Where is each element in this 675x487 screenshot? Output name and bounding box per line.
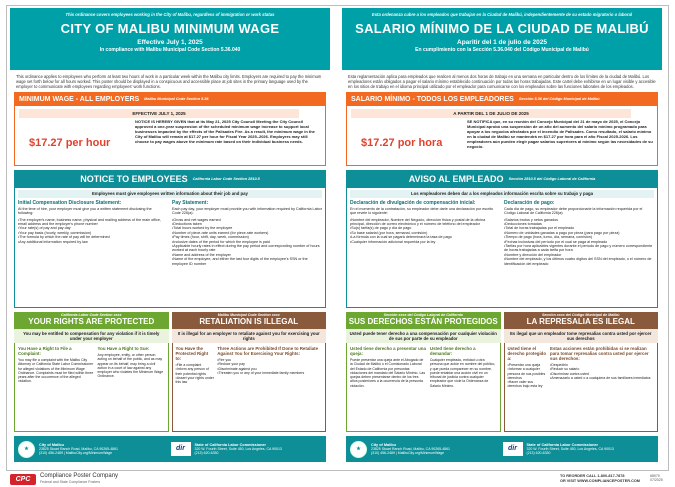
minimum-wage-subtitle: Sección 5.36 del Código Municipal de Malibú [518, 97, 600, 101]
contact-footer [14, 436, 326, 462]
list-item: • Assert your rights under this law [176, 376, 215, 385]
protected-rights-list [508, 363, 548, 389]
list-item: • Hacer valer sus derechos bajo esta ley [508, 380, 548, 389]
prohibited-actions-list [217, 358, 322, 375]
city-contact-address: 23825 Stuart Ranch Road, Malibu, CA 90265-4861 [39, 446, 118, 451]
list-item: • The formula by which the rate of pay will be determined [18, 235, 168, 239]
retaliation-body [172, 343, 327, 432]
notice-left-list [350, 218, 500, 244]
list-item: • Presentar una queja [508, 363, 548, 367]
list-item: • Reducir su salario [550, 367, 654, 371]
notice-subtitle: California Labor Code Section 2810.5 [192, 177, 260, 181]
list-item: • Discriminar contra usted [550, 372, 654, 376]
list-item: • Gross and net wages earned [172, 218, 322, 222]
compliance-line: En cumplimiento con la Sección 5.36.040 del Código Municipal de Malibú [415, 47, 589, 53]
list-item: • La fórmula con la cual se pagará determinará la tasa de pago [350, 235, 500, 239]
retaliation-lead: It is illegal for an employer to retaliate against you for exercising your rights [172, 329, 327, 343]
city-contact [39, 443, 167, 456]
prohibited-actions-heading: Three Actions are Prohibited If Done to Retaliate Against You for Exercising Your Rights: [217, 346, 319, 356]
retaliation-header [504, 312, 659, 329]
effective-date: Aparitir del 1 de julio de 2025 [457, 39, 547, 46]
labor-contact-address: 320 W. Fourth Street, Suite 450, Los Angeles, CA 90013 [526, 446, 614, 451]
minimum-wage-title: MINIMUM WAGE - ALL EMPLOYERS [19, 95, 140, 103]
minimum-wage-box [14, 106, 326, 166]
notice-right-text: Each pay day, your employer must provide you with information required by California Labor Code 226(a): [172, 206, 322, 216]
rights-title: YOUR RIGHTS ARE PROTECTED [28, 317, 155, 326]
list-item: • Any additional information required by law [18, 240, 168, 244]
complaint-heading: Usted tiene derecho a presentar una queja: [350, 346, 426, 356]
labor-contact [527, 443, 655, 456]
complaint-column [18, 346, 95, 428]
labor-contact-address: 320 W. Fourth Street, Suite 450, Los Angeles, CA 90013 [194, 446, 282, 451]
list-item: • Tarifas por hora aplicables vigentes durante el período de pago y número correspondiente de horas trabajadas a cada tarifa por hora [504, 244, 654, 253]
minimum-wage-header [14, 92, 326, 106]
title-banner [10, 8, 330, 70]
city-contact-phone: (310) 456-2489 | MalibuCity.org/MinimumWage [39, 451, 113, 456]
rights-lead: Usted puede tener derecho a una compensación por cualquier violación de sus por parte de su empleador [346, 329, 501, 343]
notice-title: AVISO AL EMPLEADO [408, 174, 504, 184]
list-item: • Total hours worked by the employee [172, 226, 322, 230]
wage-left [15, 106, 186, 165]
sue-heading: Usted tiene derecho a demandar: [429, 346, 476, 356]
sue-text: Cualquier empleado, entidad u otra persona que actúe en nombre del público, y que pueda comparecer en su nombre, puede entablar una acción civil en un tribunal de justicia contra cualquier empleador que viole la Ordenanza de Salario Mínimo. [429, 358, 496, 388]
notice-columns [18, 201, 322, 266]
list-item: • Reduce your pay [217, 362, 322, 366]
notice-lead: Employees must give employees written information about their job and pay [18, 190, 322, 198]
sue-column [430, 346, 497, 428]
city-contact-address: 23825 Stuart Ranch Road, Malibu, CA 90265-4861 [371, 446, 450, 451]
city-seal-icon: ★ [350, 441, 367, 458]
minimum-wage-header [346, 92, 658, 106]
notice-lead: Los empleadores deben dar a los empleados información escrita sobre su trabajo y paga [350, 190, 654, 198]
list-item: • Nombre del empleador, Nombre del Negocio, dirección física y postal de la oficina principal, dirección de correo electrónico y el número de teléfono del empleador [350, 218, 500, 227]
list-item: • Applicable hourly rates in effect during the pay period and corresponding number of hours worked at each hourly rate [172, 244, 322, 253]
notice-box [346, 188, 658, 308]
reorder-web: OR VISIT WWW.COMPLIANCEPOSTER.COM [560, 478, 640, 483]
notice-right-column [172, 201, 322, 266]
city-contact-name: City of Malibu [39, 442, 64, 447]
poster-title: SALARIO MÍNIMO DE LA CIUDAD DE MALIBÚ [355, 21, 649, 36]
complaint-text: Puede presentar una queja ante el Abogado de la Ciudad de Malibú o el Comisionado Laboral del Estado de California por presuntas violaciones del mandato del Salario Mínimo. Las quejas deben presentarse dentro de los tres años posteriores a la ocurrencia de la presunta violación. [350, 358, 426, 388]
spanish-poster [342, 8, 662, 464]
complaint-text: You may file a complaint with the Malibu City Attorney or California State Labor Commissioner for alleged violations of the Minimum Wage Ordinance. Complaints must be filed within three years after the occurrence of the alleged violation. [18, 358, 94, 384]
list-item: • Your pay basis (hourly, weekly, commission) [18, 231, 168, 235]
notice-right-heading: Pay Statement: [172, 200, 209, 207]
list-item: • Discriminate against you [217, 367, 322, 371]
publisher-tagline: Federal and State Compliance Posters [40, 480, 101, 484]
list-item: • Salarios brutos y netos ganados [504, 218, 654, 222]
list-item: • Nombre del empleado, y los últimos cuatro dígitos del SSN del empleado, o el número de identificación del empleado [504, 257, 654, 266]
bottom-panels [346, 312, 658, 432]
labor-contact [195, 443, 323, 456]
bottom-panels [14, 312, 326, 432]
notice-title: NOTICE TO EMPLOYEES [80, 174, 188, 184]
notice-left-heading: Initial Compensation Disclosure Statement: [18, 200, 122, 207]
notice-right-list [504, 218, 654, 266]
list-item: • Cualquier información adicional requerida por la ley [350, 240, 500, 244]
notice-left-text: En el momento de la contratación, su empleador debe darle una declaración por escrito que revele lo siguiente: [350, 206, 494, 216]
city-contact-name: City of Malibu [371, 442, 396, 447]
retaliation-title: LA REPRESALIA ES ILEGAL [526, 317, 635, 326]
wage-rate: $17.27 por hora [351, 131, 461, 155]
notice-header [14, 170, 326, 188]
retaliation-panel [504, 312, 659, 432]
list-item: • Tiempo de pago (hora, turno, día, semana, comisión) [504, 235, 654, 239]
notice-header [346, 170, 658, 188]
list-item: • Inclusive dates of the period for which the employee is paid [172, 240, 322, 244]
list-item: • Su base salarial (por hora, semanal, comisión) [350, 231, 500, 235]
list-item: • Name and address of the employer [172, 253, 322, 257]
retaliation-header [172, 312, 327, 329]
cpc-logo-icon: CPC [10, 474, 36, 485]
retaliation-body [504, 343, 659, 432]
list-item: • Inform any person of their potential rights [176, 367, 215, 376]
sue-heading: You Have a Right to Sue: [97, 346, 150, 351]
list-item: • Despedirlo [550, 363, 654, 367]
list-item: • Nombre y dirección del empleador [504, 253, 654, 257]
retaliation-citation: Malibu Municipal Code Section xxxx [217, 313, 280, 317]
list-item: • Deducciones tomadas [504, 222, 654, 226]
prohibited-actions-column [550, 346, 654, 428]
protected-rights-column [176, 346, 215, 428]
list-item: • Informar a cualquier persona de sus posibles derechos [508, 367, 548, 380]
rights-lead: You may be entitled to compensation for any violation if it is timely under your employer [14, 329, 169, 343]
protected-rights-heading: You Have the Protected Right to: [175, 346, 209, 361]
poster-code [650, 474, 663, 483]
list-item: • Total de horas trabajadas por el empleado [504, 226, 654, 230]
city-contact [371, 443, 499, 456]
poster-code-number: 68979 [650, 474, 660, 478]
publisher-brand [10, 473, 118, 485]
notice-box [14, 188, 326, 308]
list-item: • Threaten you or any of your immediate family members [217, 371, 322, 375]
dir-logo-icon: dir [503, 442, 523, 456]
labor-contact-phone: (213) 620-6330 [526, 451, 551, 456]
notice-right-list [172, 218, 322, 266]
labor-contact-name: State of California Labor Commissioner [526, 442, 599, 447]
banner-note: Esta ordenanza cubre a los empleados que trabajan en la Ciudad de Malibú, independientemente de su estado migratorio o laboral [371, 12, 633, 17]
wage-notice-text: NOTICE IS HEREBY GIVEN that at its May 21, 2025 City Council Meeting the City Council approved a one-year suspension of the scheduled minimum wage increase to support local businesses impacted by the effects of the Palisades Fire. As a result, the minimum wage in the City of Malibu will remain at $17.27 per hour for Fiscal Year 2025–2026. Employers may still choose to pay wages above the minimum rate based on their individual business needs. [135, 119, 315, 144]
notice-subtitle: Sección 2810.5 del Código Laboral de California [508, 177, 596, 181]
retaliation-citation: Sección xxxx del Código Municipal de Malibú [542, 313, 620, 317]
notice-right-text: Cada día de pago, su empleador debe proporcionarle la información requerida por el Código Laboral de California 226(a): [504, 206, 643, 216]
notice-left-column [18, 201, 168, 266]
wage-left [347, 106, 529, 165]
rights-citation: California Labor Code Section xxxx [60, 313, 122, 317]
banner-note: This ordinance covers employees working in the City of Malibu, regardless of immigration or work status [65, 12, 275, 17]
rights-header [346, 312, 501, 329]
rights-title: SUS DERECHOS ESTÁN PROTEGIDOS [348, 317, 498, 326]
rights-body [14, 343, 169, 432]
city-seal-icon: ★ [18, 441, 35, 458]
rights-panel [346, 312, 501, 432]
rights-header [14, 312, 169, 329]
contact-footer [346, 436, 658, 462]
sue-text: Any employee, entity, or other person acting on behalf of the public, and as may appear on its behalf, may bring a civil action in a court of law against any employer who violates the Minimum Wage Ordinance. [97, 353, 164, 379]
publisher-name-block [40, 473, 118, 485]
retaliation-panel [172, 312, 327, 432]
notice-right-heading: Declaración de pago: [504, 200, 555, 207]
reorder-phone: TO REORDER CALL 1-800-817-7878 [560, 474, 625, 478]
notice-left-list [18, 218, 168, 244]
wage-effective-label: EFFECTIVE JULY 1, 2025 [19, 109, 299, 118]
notice-right-column [504, 201, 654, 266]
sue-column [98, 346, 165, 428]
compliance-line: In compliance with Malibu Municipal Code Section 5.36.040 [99, 47, 241, 53]
wage-rate: $17.27 per hour [19, 131, 129, 155]
prohibited-actions-heading: Estas acciones están prohibidas si se realizan para tomar represalias contra usted por ejercer sus derechos: [550, 346, 649, 361]
poster-title: CITY OF MALIBU MINIMUM WAGE [60, 21, 280, 36]
intro-text: Esta reglamentación aplica para empleados que realicen al menos dos horas de trabajo en una semana en particular dentro de los límites de la ciudad de Malibú. Los empleadores están obligados a pagar el salario mínimo establecido continuación por todas las horas trabajadas. Este cartel debe exhibirse en un lugar visible y accesible en los sitios de trabajo en el idioma principal utilizado por el empleador para comunicarse con los empleados sobre las funciones laborales de los empleados. [348, 74, 656, 89]
list-item: • File a complaint [176, 363, 215, 367]
complaint-column [350, 346, 427, 428]
english-poster [10, 8, 330, 464]
wage-effective-label: A PARTIR DEL 1 DE JULIO DE 2025 [351, 109, 631, 118]
reorder-info [560, 474, 640, 483]
minimum-wage-title: SALARIO MÍNIMO - TODOS LOS EMPLEADORES [351, 95, 514, 103]
list-item: • Your rate(s) of pay and pay day [18, 226, 168, 230]
city-contact-phone: (310) 456-2489 | MalibuCity.org/MinimumWage [371, 451, 445, 456]
list-item: • Número de unidades ganadas a pago por pieza (para pago por pieza) [504, 231, 654, 235]
title-banner [342, 8, 662, 70]
list-item: • Fire you [217, 358, 322, 362]
retaliation-title: RETALIATION IS ILLEGAL [199, 317, 299, 326]
protected-rights-column [508, 346, 548, 428]
prohibited-actions-column [217, 346, 322, 428]
minimum-wage-subtitle: Malibu Municipal Code Section 5.36 [144, 97, 209, 101]
wage-notice-text: SE NOTIFICA que, en su reunión del Concejo Municipal del 21 de mayo de 2025, el Concejo Municipal aprobó una suspensión de un año del aumento del salario mínimo programado para apoyar a los negocios afectados por el incendio de Palisades. Como resultado, el salario mínimo en la ciudad de Malibú se mantendrá en $17.27 por hora para el año Fiscal 2025-2026. Los empleadores aún pueden elegir pagar salarios superiores al mínimo según las necesidades de su negocio. [467, 119, 653, 149]
list-item: • Deductions taken [172, 222, 322, 226]
complaint-heading: You Have a Right to File a Complaint: [18, 346, 72, 356]
list-item: • Pay times (hour, shift, day, week, commission) [172, 235, 322, 239]
intro-text: This ordinance applies to employees who perform at least two hours of work in a particular week within the Malibu city limits. Employers are required to pay the minimum wage set forth below for all hours worked. This poster should be displayed in a conspicuous and accessible place at job sites in the primary language used by the employer to communicate with employees regarding employees' work functions. [16, 74, 322, 89]
minimum-wage-box [346, 106, 658, 166]
protected-rights-list [176, 363, 215, 384]
protected-rights-heading: Usted tiene el derecho protegido a: [507, 346, 547, 361]
notice-left-heading: Declaración de divulgación de compensación inicial: [350, 200, 476, 207]
effective-date: Effective July 1, 2025 [137, 39, 203, 46]
notice-left-column [350, 201, 500, 266]
list-item: • The employer's name, business name, physical and mailing address of the main office, email address and the employer's phone number [18, 218, 168, 227]
list-item: • Su(s) tarifa(s) de pago y día de pago [350, 226, 500, 230]
prohibited-actions-list [550, 363, 654, 380]
notice-columns [350, 201, 654, 266]
retaliation-lead: Es ilegal que un empleador tome represalias contra usted por ejercer sus derechos [504, 329, 659, 343]
labor-contact-phone: (213) 620-6330 [194, 451, 219, 456]
list-item: • Name of the employee, and either the last four digits of the employee's SSN or the employee ID number [172, 257, 322, 266]
poster-code-date: 07/2025 [650, 478, 663, 483]
rights-citation: Sección xxxx del Código Laboral de California [383, 313, 463, 317]
list-item: • Number of piece-rate units earned (for piece-rate workers) [172, 231, 322, 235]
rights-panel [14, 312, 169, 432]
list-item: • Amenazarlo a usted o a cualquiera de sus familiares inmediatos [550, 376, 654, 380]
rights-body [346, 343, 501, 432]
notice-left-text: At the time of hire, your employer must give you a written statement disclosing the following: [18, 206, 152, 216]
list-item: • Fechas inclusivas del período por el cual se paga al empleado [504, 240, 654, 244]
dir-logo-icon: dir [171, 442, 191, 456]
publisher-name: Compliance Poster Company [40, 473, 119, 479]
labor-contact-name: State of California Labor Commissioner [194, 442, 267, 447]
